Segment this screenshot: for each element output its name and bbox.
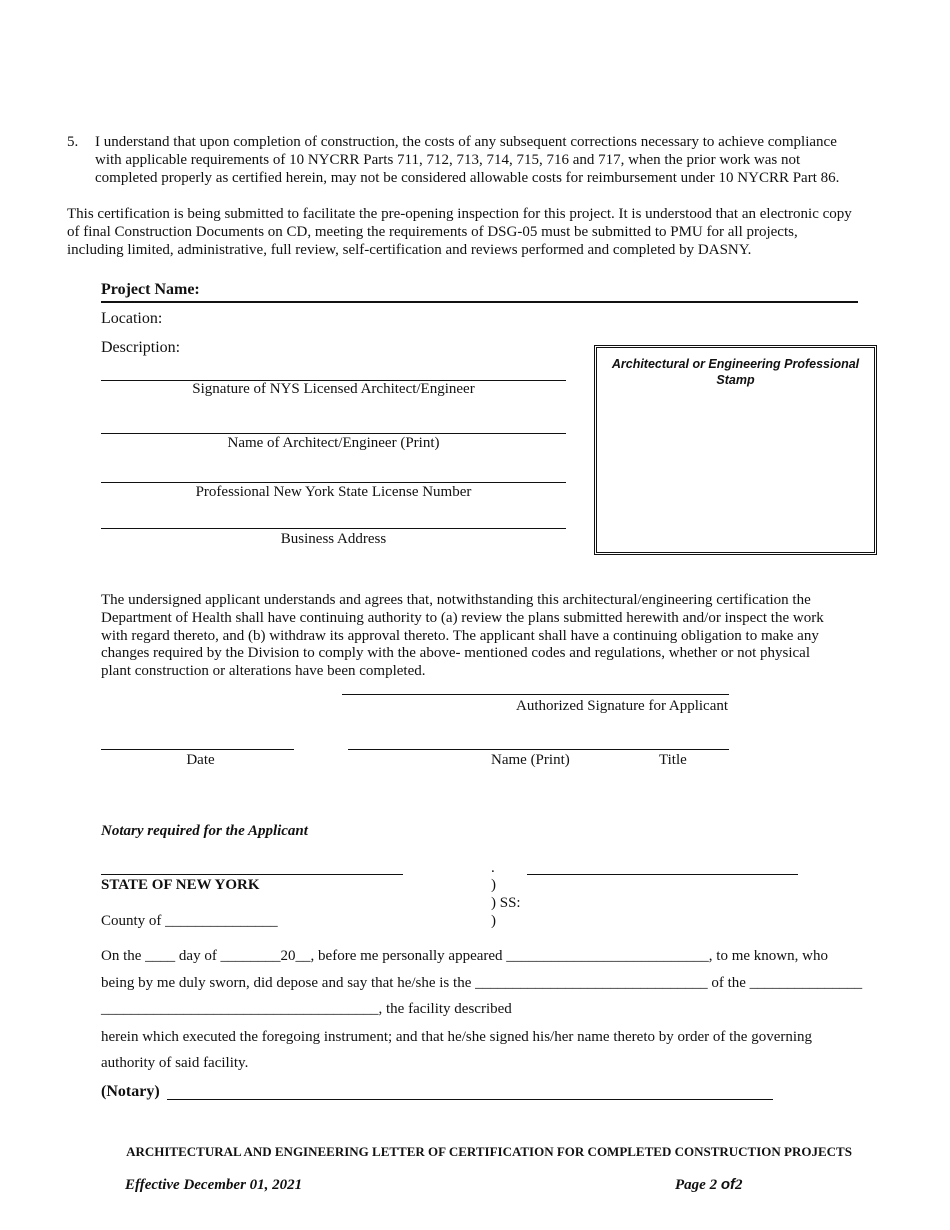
item5-line: with applicable requirements of 10 NYCRR Parts 711, 712, 713, 714, 715, 716 and 717, when the prior work was not <box>95 152 801 168</box>
authorized-signature-line[interactable] <box>342 694 729 695</box>
item5-line: I understand that upon completion of construction, the costs of any subsequent corrections necessary to achieve compliance <box>95 134 837 150</box>
applicant-para-line: with regard thereto, and (b) withdraw its approval thereto. The applicant shall have a continuing obligation to make any <box>101 628 819 644</box>
notary-line-left[interactable] <box>101 874 403 875</box>
notary-heading: Notary required for the Applicant <box>101 823 308 839</box>
notary-text-line: being by me duly sworn, did depose and say that he/she is the _______________________________ of the _______________ <box>101 975 863 991</box>
address-line[interactable] <box>101 528 566 529</box>
notary-label: (Notary) <box>101 1083 160 1100</box>
title-caption: Title <box>659 752 687 768</box>
page-number <box>675 1176 743 1194</box>
cert-para-line: including limited, administrative, full review, self-certification and reviews performed and completed by DASNY. <box>67 242 752 258</box>
applicant-para-line: Department of Health shall have continuing authority to (a) review the plans submitted herewith and/or inspect the work <box>101 610 824 626</box>
item5-line: completed properly as certified herein, may not be considered allowable costs for reimbursement under 10 NYCRR Part 86. <box>95 170 840 186</box>
notary-text-line: On the ____ day of ________20__, before me personally appeared ___________________________, to me known, who <box>101 948 828 964</box>
address-caption: Business Address <box>280 531 387 547</box>
stamp-label: Architectural or Engineering Professional Stamp <box>611 357 860 387</box>
page-prefix: Page 2 <box>675 1177 721 1193</box>
effective-date: Effective December 01, 2021 <box>125 1177 303 1193</box>
notary-line-right[interactable] <box>527 874 798 875</box>
name-caption: Name of Architect/Engineer (Print) <box>227 435 440 451</box>
location-label: Location: <box>101 310 163 327</box>
state-label: STATE OF NEW YORK <box>101 877 260 893</box>
notary-text-line: authority of said facility. <box>101 1055 249 1071</box>
page-total: 2 <box>735 1177 743 1193</box>
project-name-label: Project Name: <box>101 281 200 298</box>
name-print-caption: Name (Print) <box>491 752 570 768</box>
date-caption: Date <box>186 752 215 768</box>
cert-para-line: This certification is being submitted to facilitate the pre-opening inspection for this project. It is understood that an electronic copy <box>67 206 852 222</box>
applicant-para-line: plant construction or alterations have been completed. <box>101 663 426 679</box>
notary-text-line: _____________________________________, the facility described <box>101 1001 512 1017</box>
description-label: Description: <box>101 339 181 356</box>
name-title-line[interactable] <box>348 749 729 750</box>
footer-title: ARCHITECTURAL AND ENGINEERING LETTER OF CERTIFICATION FOR COMPLETED CONSTRUCTION PROJECTS <box>126 1144 852 1159</box>
item-number: 5. <box>67 134 79 150</box>
signature-caption: Signature of NYS Licensed Architect/Engineer <box>192 381 475 397</box>
notary-signature-line[interactable] <box>167 1099 773 1100</box>
stamp-box <box>594 345 877 555</box>
date-line[interactable] <box>101 749 294 750</box>
license-caption: Professional New York State License Number <box>195 484 472 500</box>
project-name-line[interactable] <box>101 301 858 303</box>
paren: ) <box>491 877 496 893</box>
ss-label: ) SS: <box>491 895 521 911</box>
applicant-para-line: changes required by the Division to comply with the above- mentioned codes and regulations, whether or not physical <box>101 645 810 661</box>
notary-dot: . <box>491 860 495 876</box>
county-field[interactable]: County of _______________ <box>101 913 278 929</box>
cert-para-line: of final Construction Documents on CD, meeting the requirements of DSG-05 must be submitted to PMU for all projects, <box>67 224 798 240</box>
page-of: of <box>720 1176 735 1193</box>
paren: ) <box>491 913 496 929</box>
authorized-signature-caption: Authorized Signature for Applicant <box>516 698 729 714</box>
notary-text-line: herein which executed the foregoing instrument; and that he/she signed his/her name thereto by order of the governing <box>101 1029 813 1045</box>
applicant-para-line: The undersigned applicant understands and agrees that, notwithstanding this architectural/engineering certification the <box>101 592 811 608</box>
